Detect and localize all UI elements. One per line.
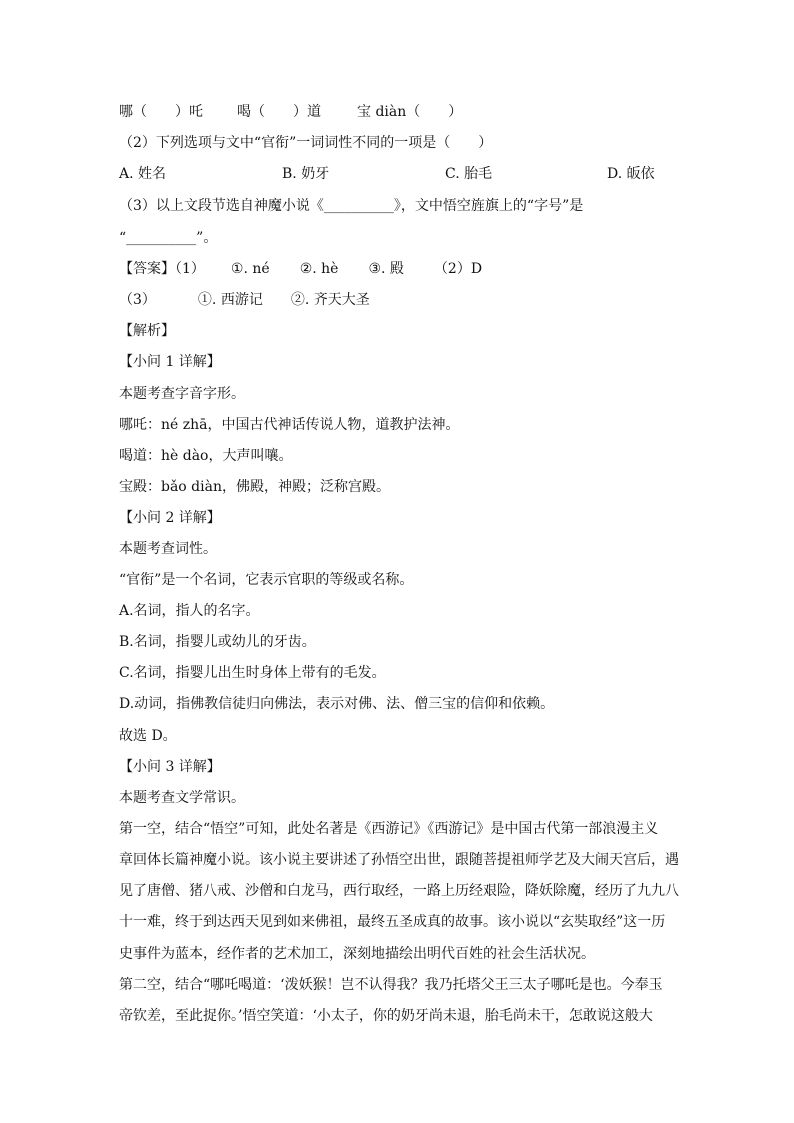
answer-1-2: ②. hè — [299, 261, 339, 277]
question-3-line-2: “__________”。 — [119, 230, 218, 246]
subquestion-2-line: A.名词，指人的名字。 — [119, 603, 260, 619]
answer-label: 【答案】（1） — [119, 261, 205, 277]
subquestion-1-heading: 【小问 1 详解】 — [119, 354, 221, 370]
answer-3-1: ①. 西游记 — [197, 292, 263, 308]
analysis-heading: 【解析】 — [119, 323, 175, 339]
answer-3-label: （3） — [119, 292, 156, 308]
subquestion-2-line: B.名词，指婴儿或幼儿的牙齿。 — [119, 634, 316, 650]
option-a: A. 姓名 — [119, 166, 167, 182]
answer-1-1: ①. né — [230, 261, 270, 277]
subquestion-3-line: 本题考查文学常识。 — [119, 790, 245, 806]
subquestion-3-line: 章回体长篇神魔小说。该小说主要讲述了孙悟空出世，跟随菩提祖师学艺及大闹天宫后，遇 — [119, 852, 679, 868]
answer-line-2 — [119, 290, 679, 310]
subquestion-3-line: 见了唐僧、猪八戒、沙僧和白龙马，西行取经，一路上历经艰险，降妖除魔，经历了九九八 — [119, 883, 679, 899]
subquestion-3-heading: 【小问 3 详解】 — [119, 759, 221, 775]
answer-line-1 — [119, 259, 679, 279]
q1-blank-dian: 宝 diàn（ ） — [357, 104, 463, 120]
question-2-prompt: （2）下列选项与文中“官衔”一词词性不同的一项是（ ） — [119, 135, 493, 151]
answer-1-3: ③. 殿 — [368, 261, 404, 277]
subquestion-2-line: C.名词，指婴儿出生时身体上带有的毛发。 — [119, 665, 386, 681]
subquestion-3-line: 帝钦差，至此捉你。’悟空笑道：‘小太子，你的奶牙尚未退，胎毛尚未干，怎敢说这般大 — [119, 1008, 653, 1024]
question-3-line-1: （3）以上文段节选自神魔小说《__________》，文中悟空旌旗上的“字号”是 — [119, 198, 584, 214]
subquestion-1-line: 宝殿：bǎo diàn，佛殿，神殿；泛称宫殿。 — [119, 479, 390, 495]
q1-blank-he: 喝（ ）道 — [237, 104, 321, 120]
subquestion-2-line: 故选 D。 — [119, 728, 177, 744]
option-d: D. 皈依 — [607, 166, 655, 182]
subquestion-2-line: 本题考查词性。 — [119, 541, 217, 557]
q1-blank-na: 哪（ ）吒 — [119, 104, 203, 120]
subquestion-3-line: 第一空，结合“悟空”可知，此处名著是《西游记》《西游记》是中国古代第一部浪漫主义 — [119, 821, 659, 837]
subquestion-2-heading: 【小问 2 详解】 — [119, 510, 221, 526]
subquestion-1-line: 哪吒：né zhā，中国古代神话传说人物，道教护法神。 — [119, 417, 460, 433]
option-b: B. 奶牙 — [282, 166, 330, 182]
subquestion-3-line: 史事件为蓝本，经作者的艺术加工，深刻地描绘出明代百姓的社会生活状况。 — [119, 946, 595, 962]
subquestion-3-line: 十一难，终于到达西天见到如来佛祖，最终五圣成真的故事。该小说以“玄奘取经”这一历 — [119, 914, 666, 930]
subquestion-1-line: 喝道：hè dào，大声叫嚷。 — [119, 448, 293, 464]
subquestion-1-line: 本题考查字音字形。 — [119, 386, 245, 402]
subquestion-3-line: 第二空，结合“哪吒喝道：‘泼妖猴！岂不认得我？我乃托塔父王三太子哪吒是也。今奉玉 — [119, 977, 663, 993]
subquestion-2-line: “官衔”是一个名词，它表示官职的等级或名称。 — [119, 572, 414, 588]
answer-3-2: ②. 齐天大圣 — [290, 292, 370, 308]
option-c: C. 胎毛 — [445, 166, 493, 182]
subquestion-2-line: D.动词，指佛教信徒归向佛法，表示对佛、法、僧三宝的信仰和依赖。 — [119, 696, 555, 712]
answer-2: （2）D — [433, 261, 483, 277]
